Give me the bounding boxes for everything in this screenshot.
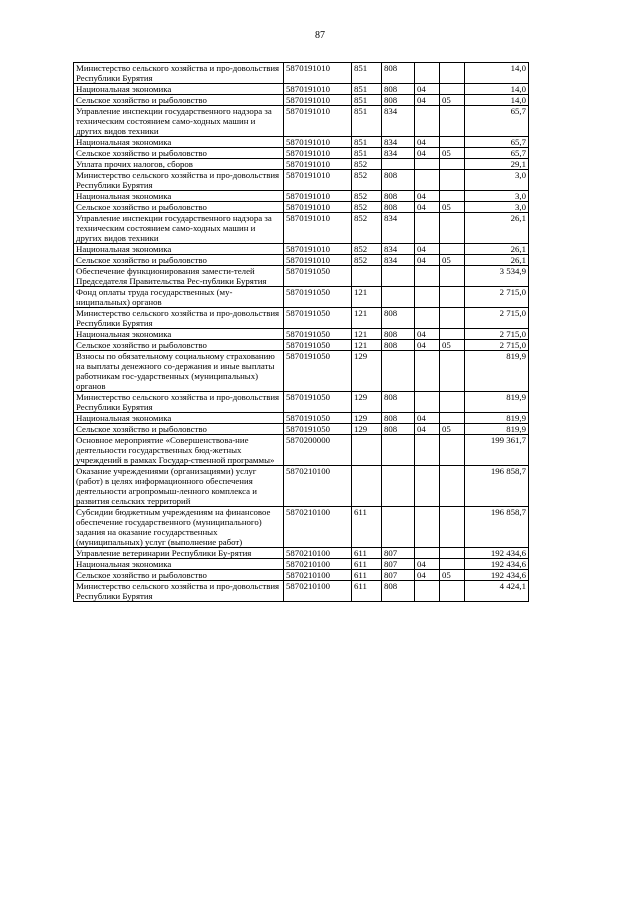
table-row [74,106,529,137]
row-section-code [415,308,440,329]
row-amount: 29,1 [465,159,529,170]
row-section-code: 04 [415,244,440,255]
row-expense-type-code: 121 [352,287,382,308]
row-subsection-code [440,159,465,170]
row-target-article-code: 5870191010 [284,106,352,137]
row-name: Управление инспекции государственного надзора за техническим состоянием само-ходных машин и других видов техники [74,213,284,244]
row-target-article-code: 5870191050 [284,329,352,340]
row-section-code: 04 [415,202,440,213]
row-administrator-code: 808 [382,424,415,435]
row-subsection-code [440,308,465,329]
table-row [74,424,529,435]
row-subsection-code: 05 [440,148,465,159]
row-section-code: 04 [415,559,440,570]
row-expense-type-code: 611 [352,581,382,602]
table-row [74,287,529,308]
row-subsection-code [440,507,465,548]
row-subsection-code: 05 [440,202,465,213]
row-expense-type-code: 121 [352,329,382,340]
row-expense-type-code: 852 [352,244,382,255]
row-subsection-code [440,435,465,466]
table-row [74,507,529,548]
row-administrator-code [382,266,415,287]
row-target-article-code: 5870210100 [284,559,352,570]
row-name: Сельское хозяйство и рыболовство [74,202,284,213]
row-target-article-code: 5870191050 [284,424,352,435]
table-row [74,95,529,106]
row-section-code: 04 [415,137,440,148]
row-amount: 819,9 [465,424,529,435]
row-amount: 3,0 [465,191,529,202]
row-section-code: 04 [415,329,440,340]
row-subsection-code [440,244,465,255]
row-name: Национальная экономика [74,559,284,570]
row-name: Субсидии бюджетным учреждениям на финансовое обеспечение государственного (муниципального) задания на оказание государственных (муниципальных) услуг (выполнение работ) [74,507,284,548]
table-row [74,466,529,507]
row-amount: 2 715,0 [465,340,529,351]
row-expense-type-code [352,435,382,466]
row-subsection-code [440,413,465,424]
row-amount: 192 434,6 [465,570,529,581]
row-amount: 3,0 [465,170,529,191]
page-number: 87 [315,30,325,41]
row-expense-type-code: 129 [352,392,382,413]
row-section-code: 04 [415,255,440,266]
row-section-code: 04 [415,148,440,159]
budget-table [73,62,529,602]
row-name: Сельское хозяйство и рыболовство [74,340,284,351]
row-section-code [415,266,440,287]
row-administrator-code: 834 [382,106,415,137]
row-target-article-code: 5870210100 [284,466,352,507]
row-subsection-code: 05 [440,424,465,435]
row-administrator-code: 807 [382,548,415,559]
table-row [74,244,529,255]
table-row [74,148,529,159]
row-target-article-code: 5870191050 [284,287,352,308]
row-administrator-code: 808 [382,581,415,602]
row-target-article-code: 5870210100 [284,548,352,559]
row-subsection-code [440,329,465,340]
row-amount: 196 858,7 [465,466,529,507]
budget-table-body [74,63,529,602]
table-row [74,255,529,266]
row-administrator-code [382,351,415,392]
row-amount: 819,9 [465,413,529,424]
row-section-code [415,466,440,507]
row-section-code [415,63,440,84]
row-name: Основное мероприятие «Совершенствова-ние деятельности государственных бюд-жетных учреждений в рамках Государ-ственной программы» [74,435,284,466]
row-expense-type-code: 611 [352,570,382,581]
row-administrator-code: 834 [382,255,415,266]
row-administrator-code [382,466,415,507]
row-administrator-code: 808 [382,95,415,106]
row-name: Министерство сельского хозяйства и про-довольствия Республики Бурятия [74,170,284,191]
row-target-article-code: 5870210100 [284,507,352,548]
row-expense-type-code: 129 [352,413,382,424]
row-target-article-code: 5870191010 [284,202,352,213]
row-amount: 26,1 [465,244,529,255]
row-administrator-code: 808 [382,84,415,95]
row-expense-type-code: 852 [352,170,382,191]
row-amount: 2 715,0 [465,308,529,329]
row-subsection-code [440,351,465,392]
row-administrator-code: 808 [382,413,415,424]
row-name: Национальная экономика [74,84,284,95]
table-row [74,340,529,351]
row-target-article-code: 5870191010 [284,244,352,255]
row-subsection-code: 05 [440,340,465,351]
row-expense-type-code: 851 [352,106,382,137]
row-amount: 199 361,7 [465,435,529,466]
row-amount: 3,0 [465,202,529,213]
row-target-article-code: 5870191050 [284,340,352,351]
row-expense-type-code: 852 [352,159,382,170]
row-subsection-code [440,466,465,507]
row-target-article-code: 5870191010 [284,213,352,244]
row-expense-type-code [352,266,382,287]
table-row [74,84,529,95]
row-expense-type-code: 851 [352,148,382,159]
row-expense-type-code: 851 [352,84,382,95]
row-expense-type-code [352,466,382,507]
row-expense-type-code: 852 [352,202,382,213]
row-administrator-code: 834 [382,148,415,159]
row-name: Сельское хозяйство и рыболовство [74,424,284,435]
row-subsection-code: 05 [440,570,465,581]
row-section-code: 04 [415,570,440,581]
row-name: Оказание учреждениями (организациями) услуг (работ) в целях информационного обеспечения деятельности агропромыш-ленного комплекса и развития сельских территорий [74,466,284,507]
table-row [74,413,529,424]
row-subsection-code [440,559,465,570]
row-section-code [415,287,440,308]
row-name: Министерство сельского хозяйства и про-довольствия Республики Бурятия [74,63,284,84]
row-amount: 26,1 [465,255,529,266]
row-subsection-code [440,84,465,95]
row-section-code [415,507,440,548]
row-administrator-code: 808 [382,202,415,213]
row-name: Национальная экономика [74,244,284,255]
row-name: Сельское хозяйство и рыболовство [74,570,284,581]
row-administrator-code: 808 [382,308,415,329]
row-subsection-code [440,106,465,137]
table-row [74,266,529,287]
row-administrator-code: 808 [382,340,415,351]
row-administrator-code: 807 [382,559,415,570]
row-subsection-code [440,266,465,287]
row-section-code [415,213,440,244]
row-target-article-code: 5870191050 [284,266,352,287]
table-row [74,308,529,329]
row-amount: 819,9 [465,351,529,392]
row-target-article-code: 5870191010 [284,84,352,95]
row-expense-type-code: 121 [352,340,382,351]
row-administrator-code: 808 [382,63,415,84]
row-amount: 65,7 [465,106,529,137]
row-subsection-code [440,548,465,559]
row-name: Национальная экономика [74,137,284,148]
table-row [74,213,529,244]
table-row [74,435,529,466]
row-target-article-code: 5870191050 [284,351,352,392]
row-name: Управление ветеринарии Республики Бу-рятия [74,548,284,559]
row-administrator-code [382,159,415,170]
table-row [74,191,529,202]
row-name: Министерство сельского хозяйства и про-довольствия Республики Бурятия [74,308,284,329]
row-section-code: 04 [415,340,440,351]
row-name: Фонд оплаты труда государственных (му-ниципальных) органов [74,287,284,308]
row-amount: 3 534,9 [465,266,529,287]
row-section-code: 04 [415,95,440,106]
row-subsection-code [440,63,465,84]
row-name: Обеспечение функционирования замести-телей Председателя Правительства Рес-публики Бурятия [74,266,284,287]
row-name: Национальная экономика [74,413,284,424]
row-name: Уплата прочих налогов, сборов [74,159,284,170]
row-target-article-code: 5870191010 [284,148,352,159]
row-amount: 65,7 [465,137,529,148]
row-administrator-code [382,287,415,308]
table-row [74,159,529,170]
row-section-code [415,106,440,137]
row-expense-type-code: 852 [352,213,382,244]
table-row [74,351,529,392]
row-administrator-code: 834 [382,244,415,255]
row-amount: 2 715,0 [465,287,529,308]
row-target-article-code: 5870191010 [284,137,352,148]
row-administrator-code: 808 [382,329,415,340]
table-row [74,63,529,84]
row-expense-type-code: 129 [352,351,382,392]
row-subsection-code [440,213,465,244]
table-row [74,548,529,559]
row-administrator-code: 834 [382,213,415,244]
table-row [74,170,529,191]
row-subsection-code [440,170,465,191]
row-amount: 192 434,6 [465,559,529,570]
row-expense-type-code: 851 [352,63,382,84]
row-subsection-code [440,287,465,308]
row-target-article-code: 5870191010 [284,63,352,84]
row-administrator-code [382,435,415,466]
row-administrator-code: 834 [382,137,415,148]
row-expense-type-code: 851 [352,137,382,148]
row-name: Управление инспекции государственного надзора за техническим состоянием само-ходных машин и других видов техники [74,106,284,137]
row-administrator-code: 808 [382,170,415,191]
row-name: Сельское хозяйство и рыболовство [74,148,284,159]
row-name: Взносы по обязательному социальному страхованию на выплаты денежного со-держания и иные выплаты работникам гос-ударственных (муниципальных) органов [74,351,284,392]
table-row [74,392,529,413]
row-expense-type-code: 852 [352,255,382,266]
row-administrator-code: 808 [382,191,415,202]
row-subsection-code: 05 [440,255,465,266]
row-target-article-code: 5870200000 [284,435,352,466]
row-expense-type-code: 611 [352,548,382,559]
row-expense-type-code: 851 [352,95,382,106]
row-subsection-code [440,191,465,202]
row-expense-type-code: 852 [352,191,382,202]
row-subsection-code [440,581,465,602]
row-target-article-code: 5870191050 [284,413,352,424]
row-expense-type-code: 611 [352,559,382,570]
row-section-code: 04 [415,191,440,202]
row-target-article-code: 5870191010 [284,159,352,170]
row-expense-type-code: 121 [352,308,382,329]
row-subsection-code [440,137,465,148]
row-amount: 26,1 [465,213,529,244]
row-target-article-code: 5870191010 [284,191,352,202]
table-row [74,581,529,602]
row-expense-type-code: 611 [352,507,382,548]
row-name: Министерство сельского хозяйства и про-довольствия Республики Бурятия [74,392,284,413]
row-section-code [415,392,440,413]
row-administrator-code: 807 [382,570,415,581]
row-administrator-code: 808 [382,392,415,413]
row-section-code [415,548,440,559]
row-target-article-code: 5870191050 [284,308,352,329]
row-section-code [415,159,440,170]
row-amount: 192 434,6 [465,548,529,559]
row-name: Министерство сельского хозяйства и про-довольствия Республики Бурятия [74,581,284,602]
row-target-article-code: 5870191010 [284,170,352,191]
row-subsection-code: 05 [440,95,465,106]
row-amount: 2 715,0 [465,329,529,340]
row-name: Сельское хозяйство и рыболовство [74,95,284,106]
row-section-code [415,170,440,191]
row-amount: 819,9 [465,392,529,413]
table-row [74,137,529,148]
row-section-code: 04 [415,424,440,435]
table-row [74,570,529,581]
row-target-article-code: 5870210100 [284,581,352,602]
table-row [74,329,529,340]
row-target-article-code: 5870191010 [284,95,352,106]
row-subsection-code [440,392,465,413]
row-target-article-code: 5870210100 [284,570,352,581]
row-section-code [415,351,440,392]
row-section-code: 04 [415,413,440,424]
row-section-code: 04 [415,84,440,95]
row-amount: 4 424,1 [465,581,529,602]
table-row [74,202,529,213]
row-amount: 14,0 [465,63,529,84]
row-name: Национальная экономика [74,329,284,340]
row-target-article-code: 5870191010 [284,255,352,266]
row-amount: 14,0 [465,84,529,95]
row-administrator-code [382,507,415,548]
row-section-code [415,435,440,466]
table-row [74,559,529,570]
row-target-article-code: 5870191050 [284,392,352,413]
row-amount: 14,0 [465,95,529,106]
row-name: Сельское хозяйство и рыболовство [74,255,284,266]
row-section-code [415,581,440,602]
row-expense-type-code: 129 [352,424,382,435]
row-amount: 196 858,7 [465,507,529,548]
row-name: Национальная экономика [74,191,284,202]
row-amount: 65,7 [465,148,529,159]
